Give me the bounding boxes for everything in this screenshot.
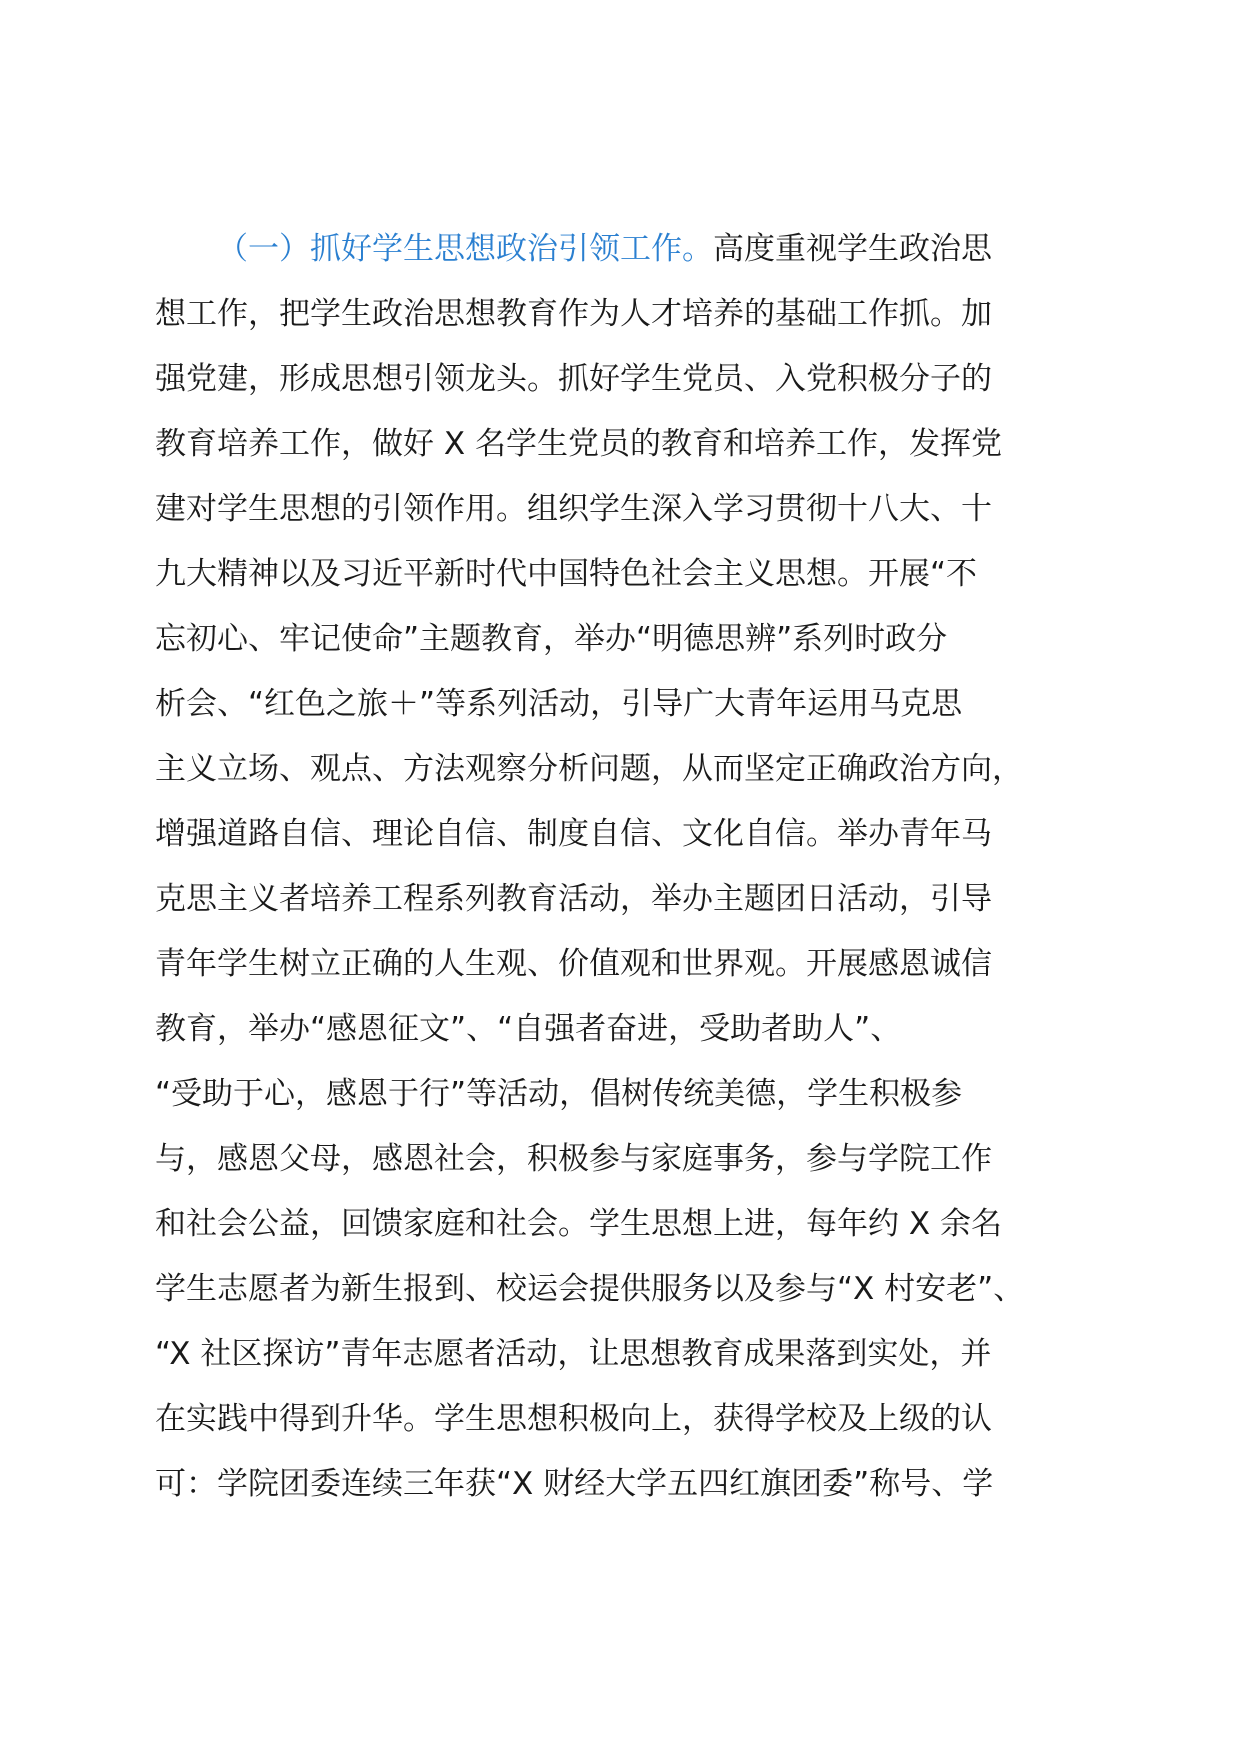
text-line: 建对学生思想的引领作用。组织学生深入学习贯彻十八大、十 <box>155 491 992 527</box>
text-line: 教育，举办“感恩征文”、“自强者奋进，受助者助人”、 <box>155 1011 902 1047</box>
text-line: 强党建，形成思想引领龙头。抓好学生党员、入党积极分子的 <box>155 361 992 397</box>
section-heading: （一）抓好学生思想政治引领工作。 <box>217 231 713 267</box>
body-paragraph <box>155 217 1115 1517</box>
paragraph-first-line <box>155 217 1115 282</box>
text-line: “受助于心，感恩于行”等活动，倡树传统美德，学生积极参 <box>155 1076 963 1112</box>
text-line: 和社会公益，回馈家庭和社会。学生思想上进，每年约 X 余名 <box>155 1206 1002 1242</box>
text-line: 可：学院团委连续三年获“X 财经大学五四红旗团委”称号、学 <box>155 1466 994 1502</box>
text-line: “X 社区探访”青年志愿者活动，让思想教育成果落到实处，并 <box>155 1336 992 1372</box>
text-line: 在实践中得到升华。学生思想积极向上，获得学校及上级的认 <box>155 1401 992 1437</box>
text-line: 教育培养工作，做好 X 名学生党员的教育和培养工作，发挥党 <box>155 426 1002 462</box>
text-line: 忘初心、牢记使命”主题教育，举办“明德思辨”系列时政分 <box>155 621 948 657</box>
text-line: 学生志愿者为新生报到、校运会提供服务以及参与“X 村安老”、 <box>155 1271 1025 1307</box>
text-line: 克思主义者培养工程系列教育活动，举办主题团日活动，引导 <box>155 881 992 917</box>
text-line: 九大精神以及习近平新时代中国特色社会主义思想。开展“不 <box>155 556 978 592</box>
text-line: 析会、“红色之旅＋”等系列活动，引导广大青年运用马克思 <box>155 686 963 722</box>
text-line: 主义立场、观点、方法观察分析问题，从而坚定正确政治方向， <box>155 751 1023 787</box>
text-line: 青年学生树立正确的人生观、价值观和世界观。开展感恩诚信 <box>155 946 992 982</box>
text-line: 高度重视学生政治思 <box>713 231 992 267</box>
text-line: 增强道路自信、理论自信、制度自信、文化自信。举办青年马 <box>155 816 992 852</box>
text-line: 与，感恩父母，感恩社会，积极参与家庭事务，参与学院工作 <box>155 1141 992 1177</box>
text-line: 想工作，把学生政治思想教育作为人才培养的基础工作抓。加 <box>155 296 992 332</box>
